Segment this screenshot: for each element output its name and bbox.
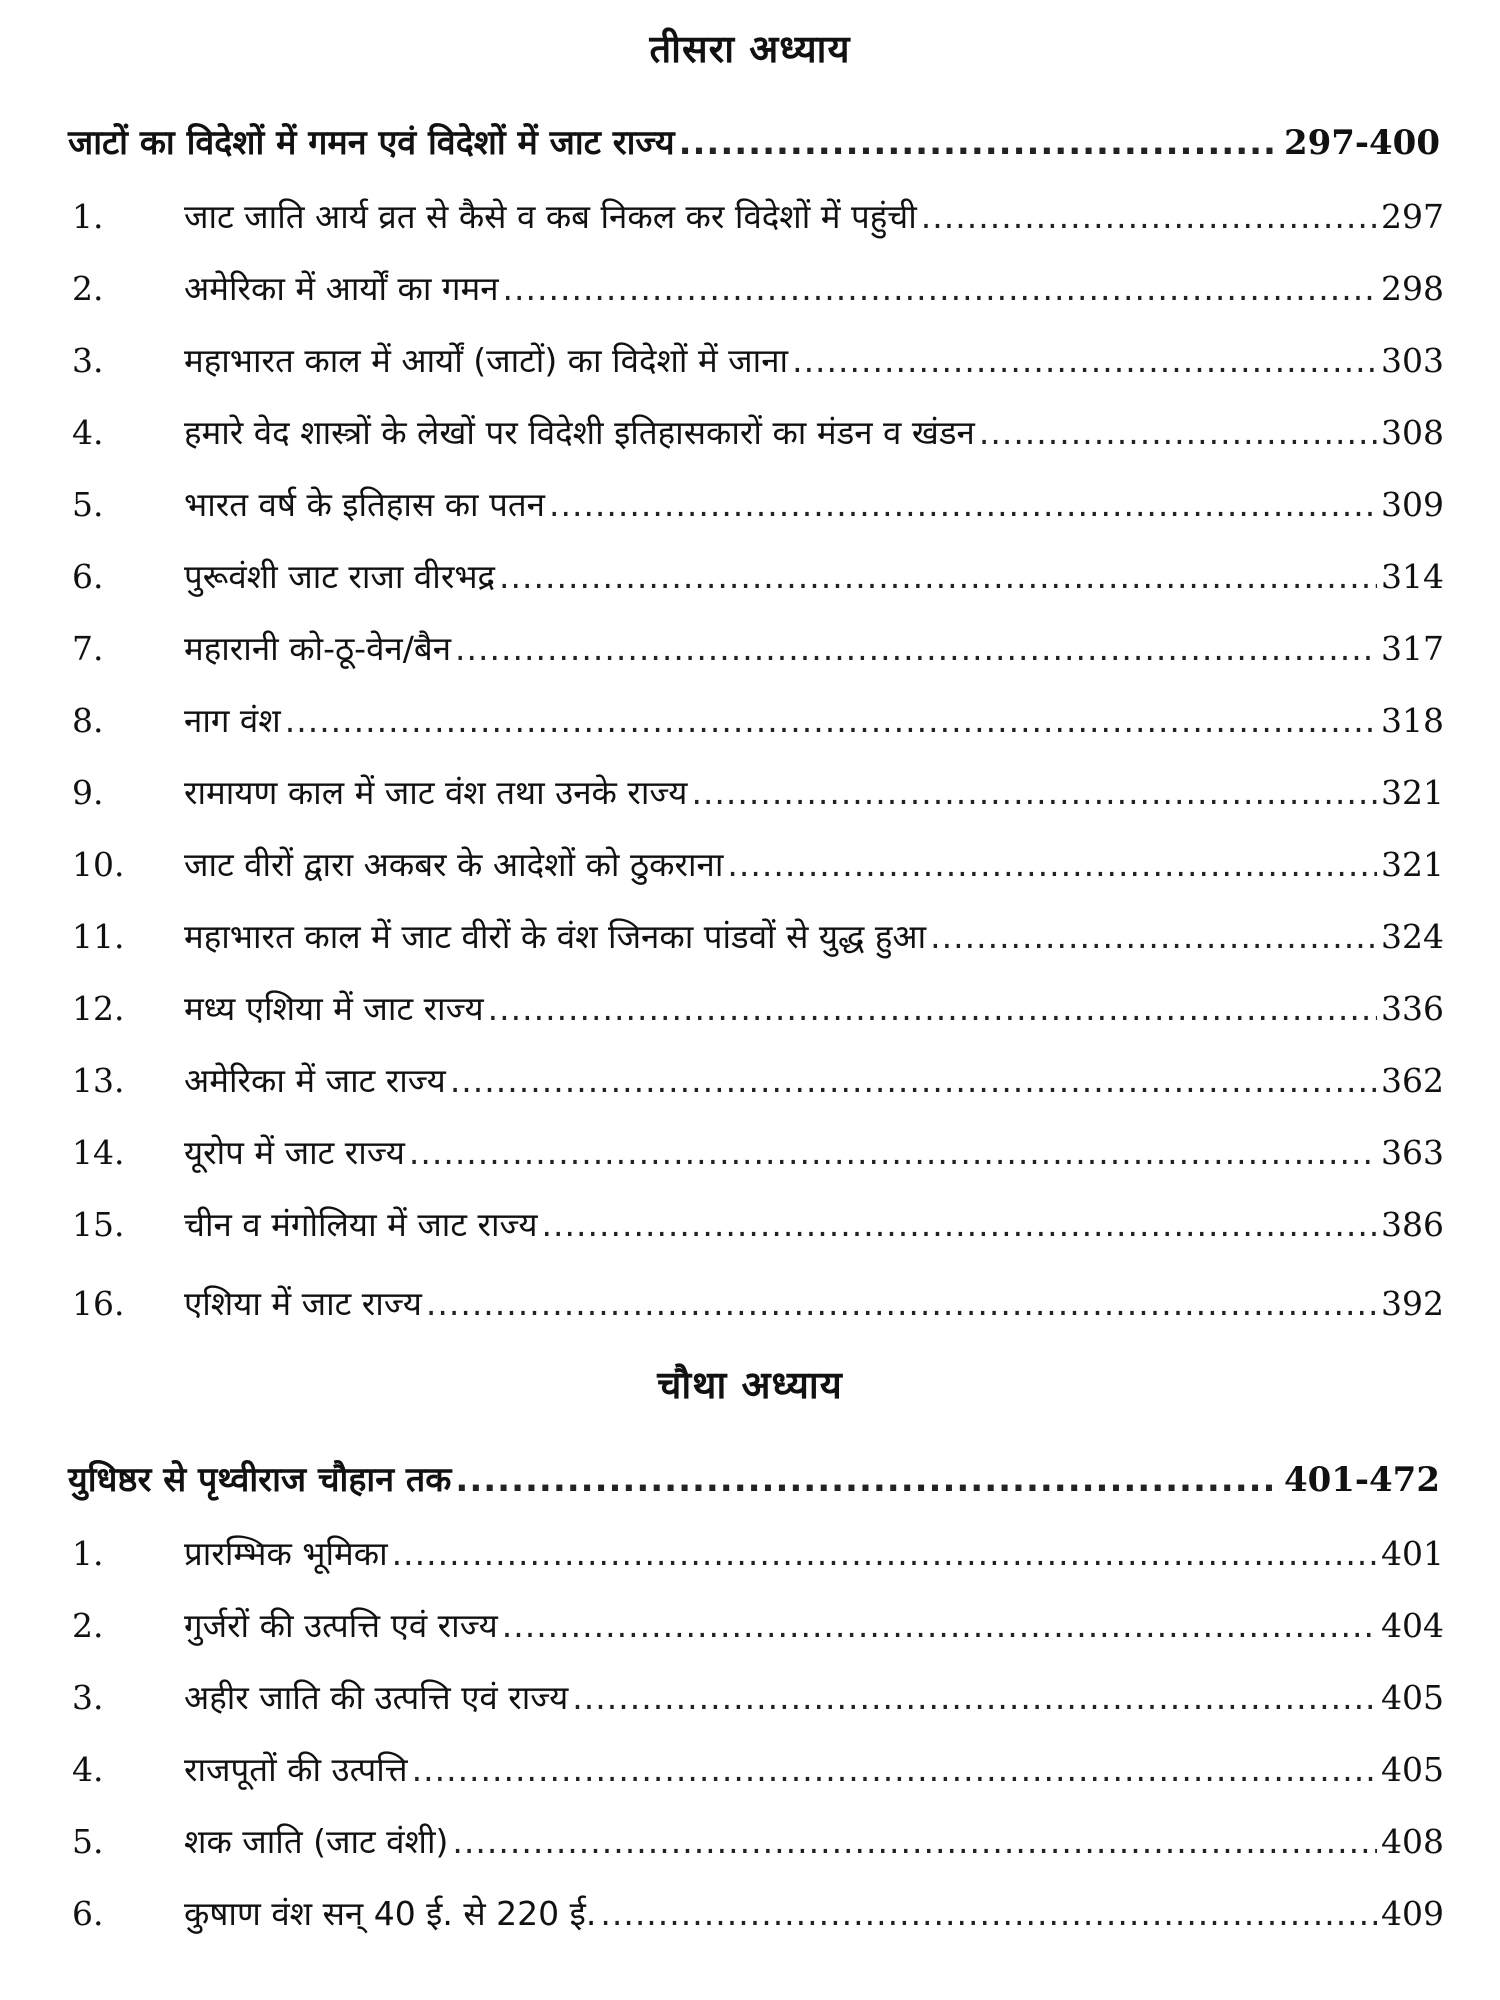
section-title: जाटों का विदेशों में गमन एवं विदेशों में जाट राज्य (68, 123, 675, 163)
toc-entry (72, 1280, 1444, 1325)
entry-title: नाग वंश (184, 701, 281, 740)
entry-title: पुरूवंशी जाट राजा वीरभद्र (184, 557, 496, 596)
entry-title: अमेरिका में जाट राज्य (184, 1061, 446, 1100)
entry-number: 6. (72, 557, 104, 596)
entry-page: 405 (1381, 1750, 1444, 1789)
entry-title: महाभारत काल में आर्यों (जाटों) का विदेशों में जाना (184, 341, 789, 380)
toc-entry (72, 985, 1444, 1030)
dot-leader (572, 1678, 1377, 1717)
section-heading (68, 118, 1440, 164)
entry-number: 6. (72, 1894, 104, 1933)
entry-title: एशिया में जाट राज्य (184, 1284, 422, 1323)
toc-entry (72, 265, 1444, 310)
entry-title: जाट वीरों द्वारा अकबर के आदेशों को ठुकराना (184, 845, 724, 884)
entry-number: 12. (72, 989, 125, 1028)
entry-title: रामायण काल में जाट वंश तथा उनके राज्य (184, 773, 688, 812)
entry-title: महाभारत काल में जाट वीरों के वंश जिनका पांडवों से युद्ध हुआ (184, 917, 927, 956)
toc-entry (72, 337, 1444, 382)
toc-entry (72, 913, 1444, 958)
entry-number: 1. (72, 1534, 104, 1573)
entry-title: अहीर जाति की उत्पत्ति एवं राज्य (184, 1678, 569, 1717)
dot-leader (412, 1750, 1377, 1789)
chapter-heading: तीसरा अध्याय (649, 27, 851, 71)
toc-entry (72, 1602, 1444, 1647)
entry-title: कुषाण वंश सन् 40 ई. से 220 ई. (184, 1894, 597, 1933)
toc-entry (72, 1674, 1444, 1719)
entry-number: 13. (72, 1061, 125, 1100)
dot-leader (542, 1205, 1377, 1244)
dot-leader (499, 557, 1377, 596)
entry-number: 10. (72, 845, 125, 884)
entry-page: 309 (1381, 485, 1444, 524)
dot-leader (502, 1606, 1377, 1645)
entry-page: 401 (1381, 1534, 1444, 1573)
entry-page: 298 (1381, 269, 1444, 308)
dot-leader (455, 629, 1377, 668)
entry-page: 321 (1381, 845, 1444, 884)
entry-page: 336 (1381, 989, 1444, 1028)
entry-number: 7. (72, 629, 104, 668)
toc-entry (72, 1530, 1444, 1575)
section-heading (68, 1455, 1440, 1501)
entry-title: मध्य एशिया में जाट राज्य (184, 989, 484, 1028)
entry-title: राजपूतों की उत्पत्ति (184, 1750, 408, 1789)
dot-leader (600, 1894, 1377, 1933)
toc-entry (72, 769, 1444, 814)
dot-leader (549, 485, 1377, 524)
entry-number: 9. (72, 773, 104, 812)
entry-number: 4. (72, 413, 104, 452)
dot-leader (930, 917, 1377, 956)
toc-entry (72, 409, 1444, 454)
dot-leader (409, 1133, 1377, 1172)
entry-page: 405 (1381, 1678, 1444, 1717)
section-title: युधिष्ठर से पृथ्वीराज चौहान तक (68, 1460, 452, 1500)
toc-entry (72, 1746, 1444, 1791)
entry-title: चीन व मंगोलिया में जाट राज्य (184, 1205, 538, 1244)
entry-number: 8. (72, 701, 104, 740)
toc-entry (72, 697, 1444, 742)
toc-entry (72, 553, 1444, 598)
dot-leader (727, 845, 1377, 884)
entry-page: 321 (1381, 773, 1444, 812)
dot-leader (488, 989, 1377, 1028)
dot-leader (392, 1534, 1377, 1573)
entry-number: 14. (72, 1133, 125, 1172)
entry-number: 5. (72, 485, 104, 524)
entry-title: शक जाति (जाट वंशी) (184, 1822, 449, 1861)
entry-title: यूरोप में जाट राज्य (184, 1133, 405, 1172)
dot-leader (285, 701, 1377, 740)
entry-title: हमारे वेद शास्त्रों के लेखों पर विदेशी इतिहासकारों का मंडन व खंडन (184, 413, 975, 452)
entry-page: 408 (1381, 1822, 1444, 1861)
dot-leader (450, 1061, 1377, 1100)
toc-entry (72, 1057, 1444, 1102)
entry-page: 308 (1381, 413, 1444, 452)
toc-entry (72, 481, 1444, 526)
dot-leader (452, 1822, 1377, 1861)
entry-page: 314 (1381, 557, 1444, 596)
entry-number: 11. (72, 917, 125, 956)
dot-leader (691, 773, 1377, 812)
entry-number: 16. (72, 1284, 125, 1323)
entry-page: 362 (1381, 1061, 1444, 1100)
entry-page: 317 (1381, 629, 1444, 668)
toc-entry (72, 1201, 1444, 1246)
entry-page: 297 (1381, 197, 1444, 236)
entry-title: भारत वर्ष के इतिहास का पतन (184, 485, 545, 524)
dot-leader (426, 1284, 1377, 1323)
entry-page: 409 (1381, 1894, 1444, 1933)
entry-page: 392 (1381, 1284, 1444, 1323)
dot-leader (455, 1460, 1280, 1500)
entry-number: 15. (72, 1205, 125, 1244)
entry-page: 324 (1381, 917, 1444, 956)
entry-number: 3. (72, 341, 104, 380)
toc-entry (72, 625, 1444, 670)
entry-page: 386 (1381, 1205, 1444, 1244)
section-page-range: 297-400 (1283, 123, 1440, 163)
toc-entry (72, 1890, 1444, 1935)
dot-leader (792, 341, 1377, 380)
entry-title: अमेरिका में आर्यों का गमन (184, 269, 499, 308)
entry-number: 4. (72, 1750, 104, 1789)
dot-leader (679, 123, 1280, 163)
toc-entry (72, 1818, 1444, 1863)
entry-title: गुर्जरों की उत्पत्ति एवं राज्य (184, 1606, 498, 1645)
entry-number: 3. (72, 1678, 104, 1717)
toc-entry (72, 193, 1444, 238)
entry-title: जाट जाति आर्य व्रत से कैसे व कब निकल कर विदेशों में पहुंची (184, 197, 917, 236)
entry-number: 2. (72, 269, 104, 308)
section-page-range: 401-472 (1283, 1460, 1440, 1500)
entry-page: 318 (1381, 701, 1444, 740)
entry-number: 1. (72, 197, 104, 236)
entry-title: महारानी को-ठू-वेन/बैन (184, 629, 452, 668)
dot-leader (503, 269, 1377, 308)
entry-number: 2. (72, 1606, 104, 1645)
entry-page: 303 (1381, 341, 1444, 380)
entry-page: 404 (1381, 1606, 1444, 1645)
entry-title: प्रारम्भिक भूमिका (184, 1534, 388, 1573)
entry-page: 363 (1381, 1133, 1444, 1172)
entry-number: 5. (72, 1822, 104, 1861)
dot-leader (921, 197, 1377, 236)
dot-leader (979, 413, 1377, 452)
toc-entry (72, 1129, 1444, 1174)
toc-entry (72, 841, 1444, 886)
chapter-heading: चौथा अध्याय (657, 1363, 843, 1407)
